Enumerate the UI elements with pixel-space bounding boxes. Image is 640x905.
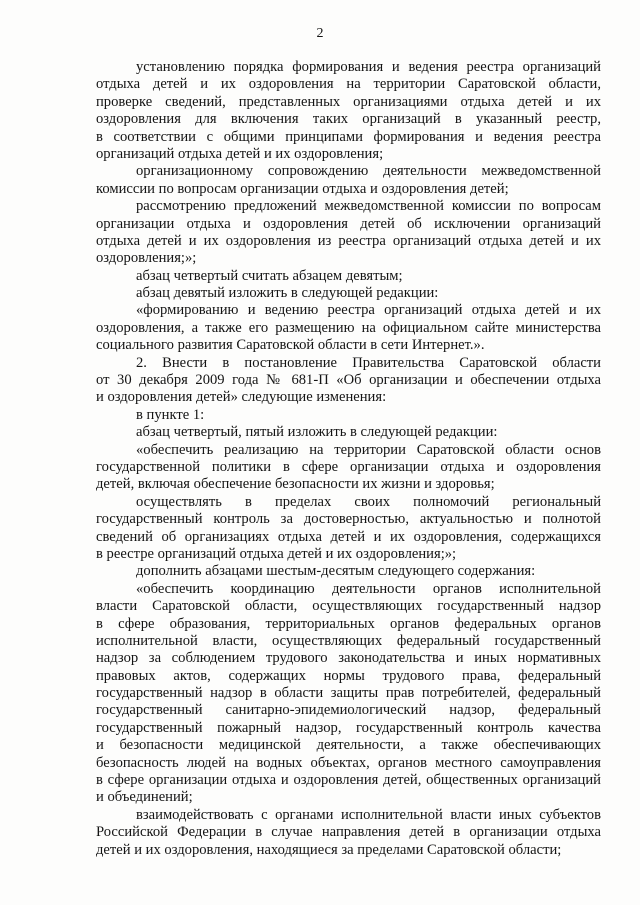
text-line: в сфере организации отдыха и оздоровления детей, общественных организаций [96, 772, 601, 789]
paragraph [96, 163, 601, 198]
text-line: детей, включая обеспечение безопасности их жизни и здоровья; [96, 476, 495, 493]
text-line: детей и их оздоровления, находящиеся за пределами Саратовской области; [96, 841, 562, 858]
text-line: осуществлять в пределах своих полномочий региональный [136, 493, 601, 510]
text-line: оздоровления, а также его размещению на официальном сайте министерства [96, 319, 601, 336]
text-line: в соответствии с общими принципами формирования и ведения реестра [96, 128, 601, 145]
text-line: в пункте 1: [136, 406, 205, 423]
text-line: «обеспечить реализацию на территории Саратовской области основ [136, 441, 601, 458]
paragraph [96, 807, 601, 859]
text-line: проверке сведений, представленных организациями отдыха детей и их [96, 93, 601, 110]
paragraph [96, 355, 601, 407]
text-line: отдыха детей и их оздоровления из реестра организаций отдыха детей и их [96, 232, 601, 249]
text-line: от 30 декабря 2009 года № 681-П «Об организации и обеспечении отдыха [96, 372, 601, 389]
text-line: государственный санитарно-эпидемиологический надзор, федеральный [96, 702, 601, 719]
text-line: социального развития Саратовской области в сети Интернет.». [96, 337, 485, 354]
document-body [96, 59, 601, 859]
text-line: дополнить абзацами шестым-десятым следующего содержания: [136, 563, 536, 580]
text-line: абзац девятый изложить в следующей редакции: [136, 285, 439, 302]
paragraph [96, 581, 601, 807]
paragraph [96, 198, 601, 268]
text-line: и безопасности медицинской деятельности, а также обеспечивающих [96, 737, 601, 754]
text-line: установлению порядка формирования и ведения реестра организаций [136, 59, 601, 75]
text-line: правовых актов, содержащих нормы трудового права, федеральный [96, 667, 601, 684]
text-line: государственный пожарный надзор, государственный контроль качества [96, 719, 601, 736]
text-line: абзац четвертый считать абзацем девятым; [136, 267, 403, 284]
text-line: «формированию и ведению реестра организаций отдыха детей и их [136, 302, 601, 319]
text-line: государственной политики в сфере организации отдыха и оздоровления [96, 458, 601, 475]
text-line: отдыха детей и их оздоровления на территории Саратовской области, [96, 76, 601, 93]
paragraph [96, 268, 601, 285]
text-line: организационному сопровождению деятельности межведомственной [136, 163, 601, 180]
text-line: «обеспечить координацию деятельности органов исполнительной [136, 580, 601, 597]
text-line: 2. Внести в постановление Правительства Саратовской области [136, 354, 601, 371]
text-line: организации отдыха и оздоровления детей об исключении организаций [96, 215, 601, 232]
paragraph [96, 407, 601, 424]
text-line: рассмотрению предложений межведомственной комиссии по вопросам [136, 198, 601, 215]
text-line: абзац четвертый, пятый изложить в следующей редакции: [136, 424, 498, 441]
paragraph [96, 442, 601, 494]
text-line: в сфере образования, территориальных органов федеральных органов [96, 615, 601, 632]
text-line: исполнительной власти, осуществляющих федеральный государственный [96, 632, 601, 649]
text-line: безопасность людей на водных объектах, органов местного самоуправления [96, 754, 601, 771]
text-line: оздоровления;»; [96, 250, 197, 267]
text-line: и объединений; [96, 789, 193, 806]
text-line: взаимодействовать с органами исполнительной власти иных субъектов [136, 806, 601, 823]
text-line: и оздоровления детей» следующие изменения: [96, 389, 387, 406]
text-line: сведений об организациях отдыха детей и их оздоровления, содержащихся [96, 528, 601, 545]
paragraph [96, 424, 601, 441]
paragraph [96, 285, 601, 302]
text-line: государственный надзор в области защиты прав потребителей, федеральный [96, 685, 601, 702]
paragraph [96, 563, 601, 580]
text-line: оздоровления для включения таких организаций в указанный реестр, [96, 111, 601, 128]
paragraph [96, 302, 601, 354]
paragraph [96, 59, 601, 163]
text-line: власти Саратовской области, осуществляющих государственный надзор [96, 598, 601, 615]
text-line: Российской Федерации в случае направления детей в организации отдыха [96, 824, 601, 841]
text-line: в реестре организаций отдыха детей и их оздоровления;»; [96, 545, 457, 562]
page-number: 2 [316, 26, 324, 41]
text-line: государственный контроль за достоверностью, актуальностью и полнотой [96, 511, 601, 528]
text-line: комиссии по вопросам организации отдыха и оздоровления детей; [96, 180, 509, 197]
text-line: надзор за соблюдением трудового законодательства и иных нормативных [96, 650, 601, 667]
paragraph [96, 494, 601, 564]
text-line: организаций отдыха детей и их оздоровления; [96, 145, 384, 162]
